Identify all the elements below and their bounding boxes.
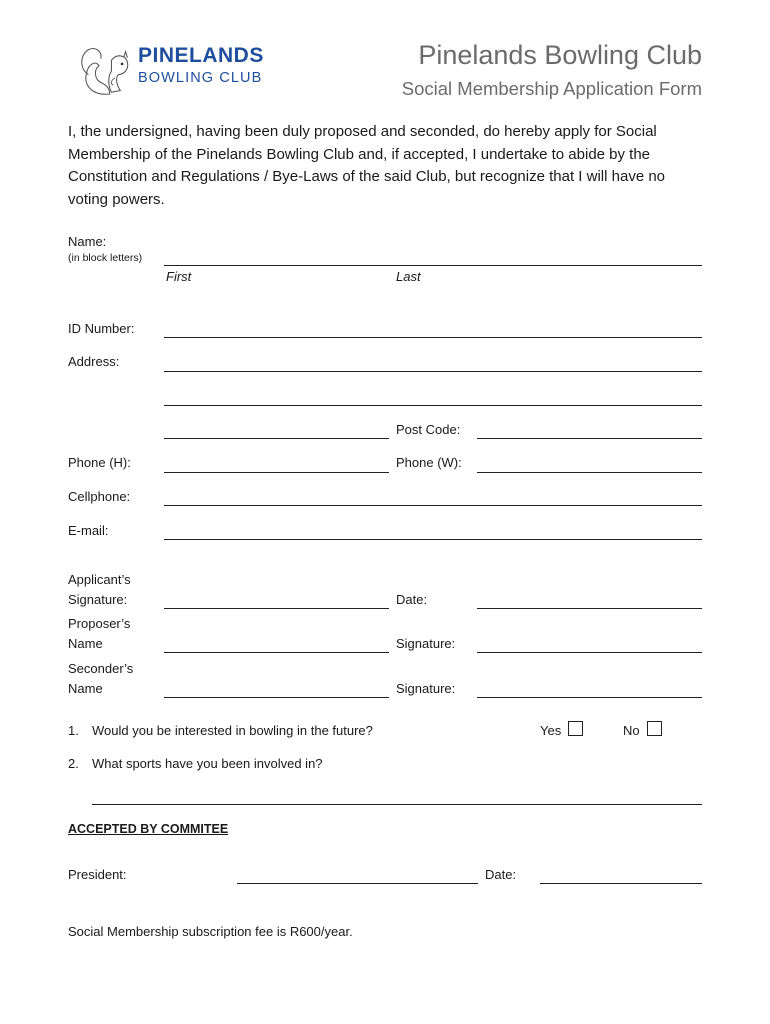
phone-home-field[interactable] (164, 472, 389, 473)
question-2-number: 2. (68, 756, 79, 771)
address-field-line1[interactable] (164, 371, 702, 372)
fee-note: Social Membership subscription fee is R600/year. (68, 924, 353, 939)
president-field[interactable] (237, 883, 478, 884)
question-2-text: What sports have you been involved in? (92, 756, 323, 771)
proposer-signature-field[interactable] (477, 652, 702, 653)
first-name-caption: First (166, 269, 192, 284)
phone-work-label: Phone (W): (396, 455, 462, 470)
post-code-field[interactable] (477, 438, 702, 439)
question-1-number: 1. (68, 723, 79, 738)
phone-home-label: Phone (H): (68, 455, 131, 470)
intro-paragraph: I, the undersigned, having been duly proposed and seconded, do hereby apply for Social Membership of the Pinelands Bowling Club and, if accepted, I undertake to abide by the Constitution and Regulations / Bye-Laws of the said Club, but recognize that I will have no voting powers. (68, 123, 666, 208)
seconder-signature-field[interactable] (477, 697, 702, 698)
yes-checkbox[interactable] (568, 721, 583, 736)
name-field[interactable] (164, 265, 702, 266)
committee-date-field[interactable] (540, 883, 702, 884)
no-checkbox[interactable] (647, 721, 662, 736)
committee-heading: ACCEPTED BY COMMITEE (68, 822, 229, 836)
id-number-field[interactable] (164, 337, 702, 338)
no-label: No (623, 723, 640, 738)
post-code-label: Post Code: (396, 422, 461, 437)
logo-text-line1: PINELANDS (138, 44, 264, 67)
page-subtitle: Social Membership Application Form (401, 78, 702, 99)
name-hint: (in block letters) (68, 252, 143, 264)
committee-date-label: Date: (485, 867, 517, 882)
proposer-label-2: Name (68, 636, 103, 651)
proposer-label-1: Proposer’s (68, 616, 131, 631)
proposer-name-field[interactable] (164, 652, 389, 653)
address-field-line3[interactable] (164, 438, 389, 439)
seconder-label-1: Seconder’s (68, 661, 134, 676)
seconder-signature-label: Signature: (396, 681, 456, 696)
applicant-signature-label-1: Applicant’s (68, 572, 131, 587)
id-number-label: ID Number: (68, 321, 135, 336)
phone-work-field[interactable] (477, 472, 702, 473)
email-field[interactable] (164, 539, 702, 540)
cellphone-label: Cellphone: (68, 489, 131, 504)
applicant-signature-label-2: Signature: (68, 592, 128, 607)
seconder-name-field[interactable] (164, 697, 389, 698)
last-name-caption: Last (396, 269, 421, 284)
logo-text-line2: BOWLING CLUB (138, 70, 263, 86)
address-label: Address: (68, 354, 120, 369)
sports-answer-field[interactable] (92, 804, 702, 805)
email-label: E-mail: (68, 523, 109, 538)
squirrel-icon (76, 40, 138, 102)
applicant-signature-field[interactable] (164, 608, 389, 609)
address-field-line2[interactable] (164, 405, 702, 406)
name-label: Name: (68, 234, 107, 249)
seconder-label-2: Name (68, 681, 103, 696)
question-1-text: Would you be interested in bowling in the future? (92, 723, 373, 738)
applicant-date-field[interactable] (477, 608, 702, 609)
applicant-date-label: Date: (396, 592, 428, 607)
president-label: President: (68, 867, 127, 882)
page-title: Pinelands Bowling Club (418, 40, 702, 70)
cellphone-field[interactable] (164, 505, 702, 506)
yes-label: Yes (540, 723, 562, 738)
proposer-signature-label: Signature: (396, 636, 456, 651)
